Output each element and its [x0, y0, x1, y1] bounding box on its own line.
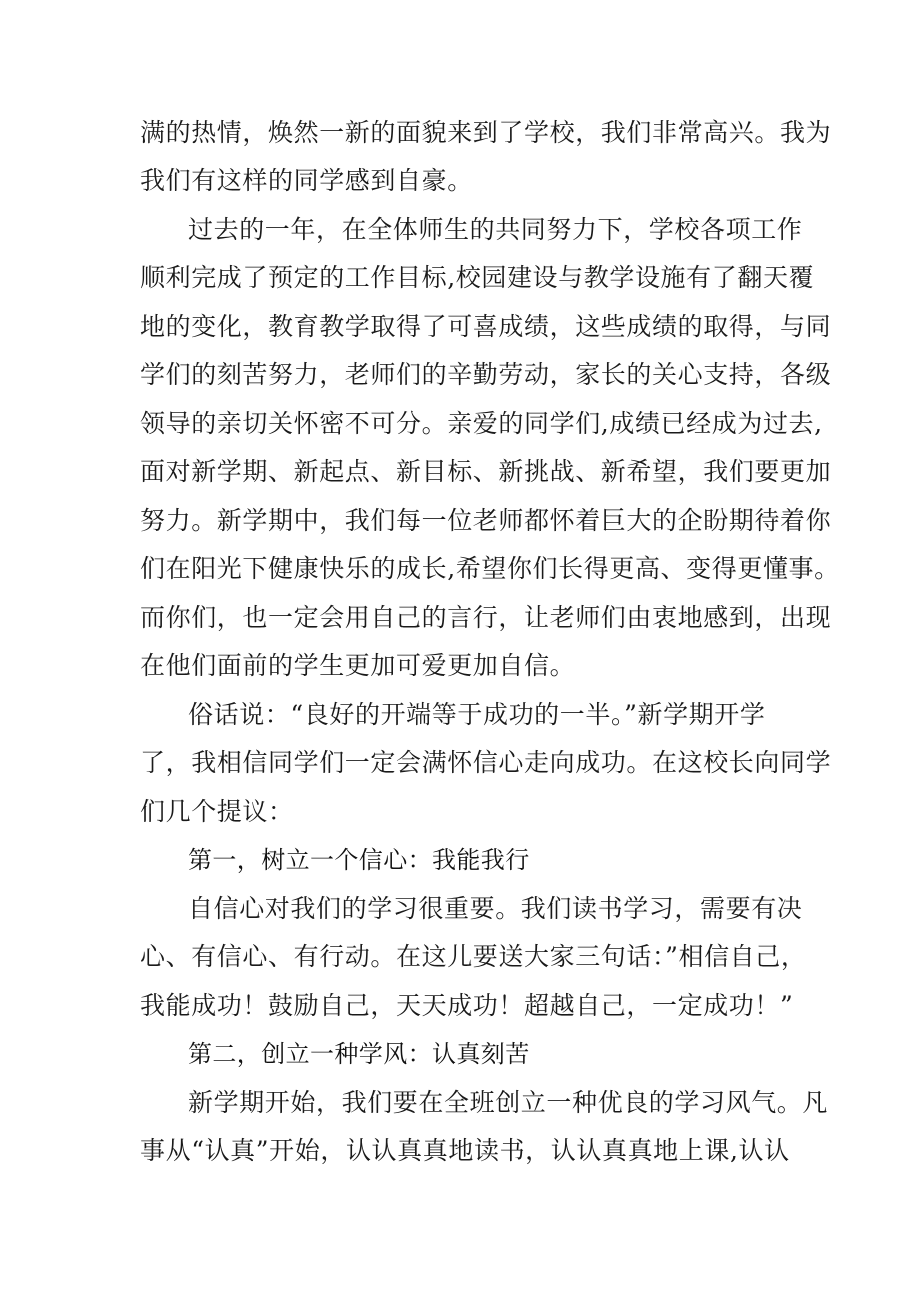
section-heading-2: 第二，创立一种学风：认真刻苦 [188, 1040, 530, 1068]
text-line: 在他们面前的学生更加可爱更加自信。 [140, 651, 576, 680]
text-line: 们在阳光下健康快乐的成长,希望你们长得更高、变得更懂事。 [140, 554, 840, 583]
text-line: 领导的亲切关怀密不可分。亲爱的同学们,成绩已经成为过去, [140, 409, 823, 438]
text-line: 事从“认真”开始，认认真真地读书，认认真真地上课,认认 [140, 1136, 790, 1165]
text-line: 们几个提议： [140, 797, 294, 826]
text-line: 顺利完成了预定的工作目标,校园建设与教学设施有了翻天覆 [140, 263, 815, 292]
paragraph-start-line: 自信心对我们的学习很重要。我们读书学习，需要有决 [188, 894, 803, 923]
text-line: 了，我相信同学们一定会满怀信心走向成功。在这校长向同学 [140, 748, 832, 777]
text-line: 我能成功！鼓励自己，天天成功！超越自己，一定成功！” [140, 991, 794, 1020]
text-line: 努力。新学期中，我们每一位老师都怀着巨大的企盼期待着你 [140, 506, 832, 535]
text-line: 我们有这样的同学感到自豪。 [140, 166, 473, 195]
section-heading-1: 第一，树立一个信心：我能我行 [188, 846, 530, 874]
text-line: 而你们，也一定会用自己的言行，让老师们由衷地感到，出现 [140, 603, 832, 632]
text-line: 面对新学期、新起点、新目标、新挑战、新希望，我们要更加 [140, 457, 832, 486]
paragraph-start-line: 俗话说：“良好的开端等于成功的一半。”新学期开学 [188, 700, 766, 729]
text-line: 满的热情，焕然一新的面貌来到了学校，我们非常高兴。我为 [140, 118, 832, 147]
text-line: 学们的刻苦努力，老师们的辛勤劳动，家长的关心支持，各级 [140, 360, 832, 389]
paragraph-start-line: 过去的一年，在全体师生的共同努力下，学校各项工作 [188, 215, 803, 244]
text-line: 心、有信心、有行动。在这儿要送大家三句话：”相信自己， [140, 942, 807, 971]
text-line: 地的变化，教育教学取得了可喜成绩，这些成绩的取得，与同 [140, 312, 832, 341]
paragraph-start-line: 新学期开始，我们要在全班创立一种优良的学习风气。凡 [188, 1088, 829, 1117]
